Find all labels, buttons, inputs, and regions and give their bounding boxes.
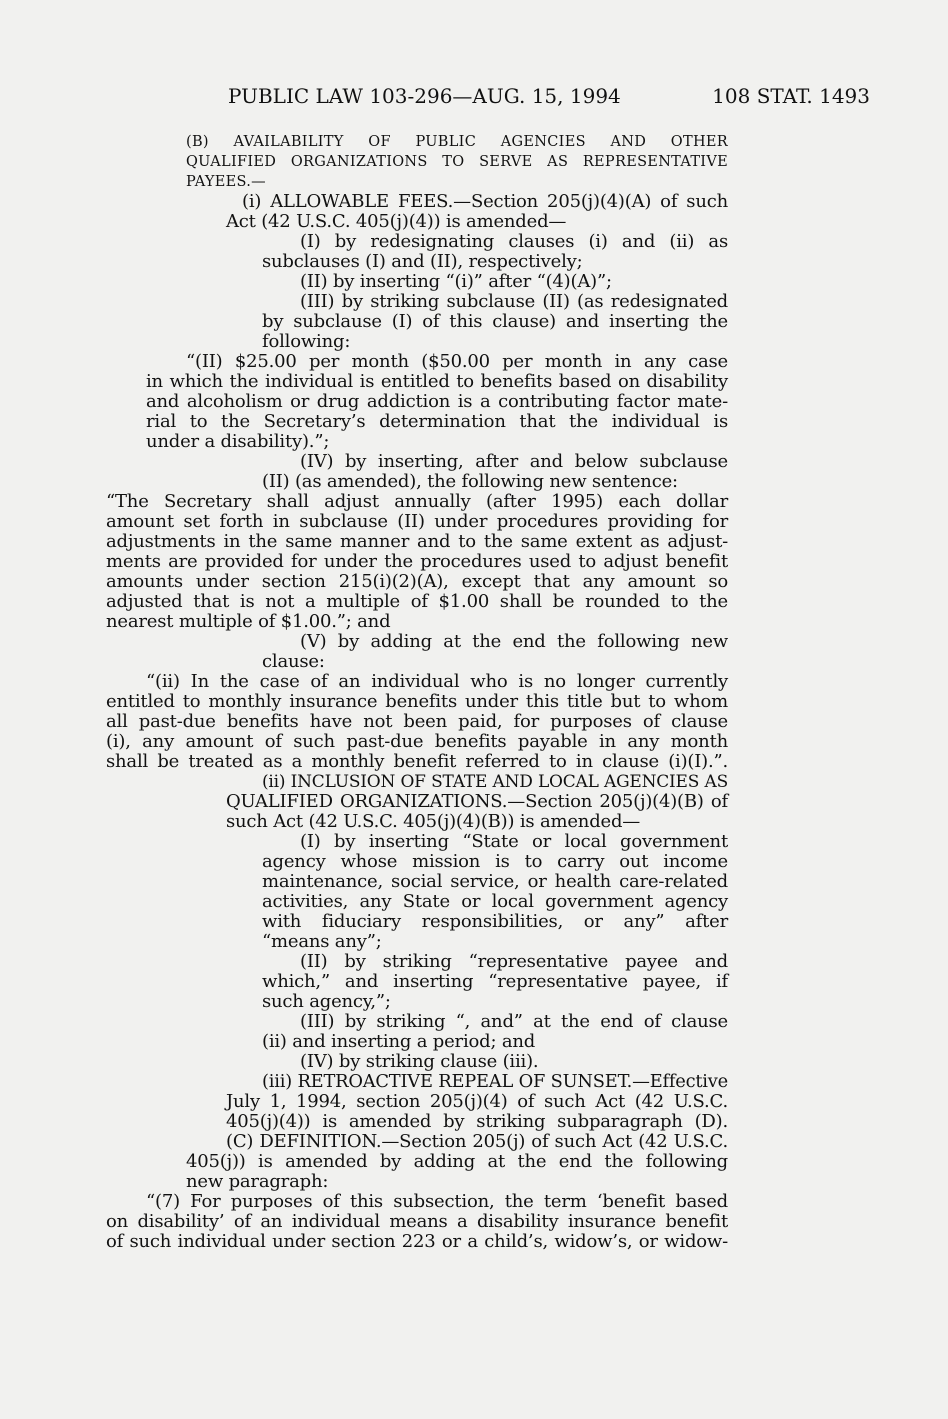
text-line: of such individual under section 223 or a child’s, widow’s, or widow- [106, 1231, 728, 1252]
text-line: (IV) by inserting, after and below subclause [300, 451, 728, 472]
text-line: such Act (42 U.S.C. 405(j)(4)(B)) is amended— [226, 811, 641, 832]
text-line: “(7) For purposes of this subsection, the term ‘benefit based [146, 1191, 728, 1212]
text-line: PAYEES.— [186, 174, 266, 190]
text-line: amount set forth in subclause (II) under procedures providing for [106, 511, 728, 532]
text-line: (III) by striking “, and” at the end of clause [300, 1011, 728, 1032]
text-line: QUALIFIED ORGANIZATIONS.—Section 205(j)(4)(B) of [226, 791, 728, 812]
text-line: “(ii) In the case of an individual who is no longer currently [146, 671, 728, 692]
text-line: (i) ALLOWABLE FEES.—Section 205(j)(4)(A) of such [242, 191, 728, 212]
text-line: “means any”; [262, 931, 382, 952]
text-line: amounts under section 215(i)(2)(A), except that any amount so [106, 571, 728, 592]
text-line: 405(j)) is amended by adding at the end the following [186, 1151, 728, 1172]
text-line: Act (42 U.S.C. 405(j)(4)) is amended— [226, 211, 567, 232]
text-line: (IV) by striking clause (iii). [300, 1051, 539, 1072]
text-line: such agency,”; [262, 991, 391, 1012]
running-header-right: 108 STAT. 1493 [712, 84, 870, 108]
text-line: and alcoholism or drug addiction is a contributing factor mate- [146, 391, 728, 412]
text-line: “The Secretary shall adjust annually (after 1995) each dollar [106, 491, 728, 512]
text-line: subclauses (I) and (II), respectively; [262, 251, 583, 272]
text-line: new paragraph: [186, 1171, 329, 1192]
text-line: in which the individual is entitled to benefits based on disability [146, 371, 728, 392]
text-line: agency whose mission is to carry out income [262, 851, 728, 872]
text-line: on disability’ of an individual means a disability insurance benefit [106, 1211, 728, 1232]
text-line: clause: [262, 651, 325, 672]
text-line: (II) (as amended), the following new sentence: [262, 471, 678, 492]
text-line: QUALIFIED ORGANIZATIONS TO SERVE AS REPRESENTATIVE [186, 154, 728, 170]
text-line: (I) by redesignating clauses (i) and (ii) as [300, 231, 728, 252]
text-line: by subclause (I) of this clause) and inserting the [262, 311, 728, 332]
text-line: July 1, 1994, section 205(j)(4) of such Act (42 U.S.C. [226, 1091, 728, 1112]
text-line: (II) by inserting “(i)” after “(4)(A)”; [300, 271, 612, 292]
text-line: under a disability).”; [146, 431, 330, 452]
text-line: (III) by striking subclause (II) (as redesignated [300, 291, 728, 312]
text-line: (iii) RETROACTIVE REPEAL OF SUNSET.—Effective [262, 1071, 728, 1092]
text-line: shall be treated as a monthly benefit referred to in clause (i)(I).”. [106, 751, 728, 772]
text-line: rial to the Secretary’s determination that the individual is [146, 411, 728, 432]
text-line: (B) AVAILABILITY OF PUBLIC AGENCIES AND OTHER [186, 134, 728, 150]
text-line: which,” and inserting “representative payee, if [262, 971, 728, 992]
text-line: adjusted that is not a multiple of $1.00 shall be rounded to the [106, 591, 728, 612]
text-line: (V) by adding at the end the following new [300, 631, 728, 652]
text-line: maintenance, social service, or health care-related [262, 871, 728, 892]
text-line: “(II) $25.00 per month ($50.00 per month in any case [186, 351, 728, 372]
running-header-left: PUBLIC LAW 103-296—AUG. 15, 1994 [228, 84, 621, 108]
text-line: all past-due benefits have not been paid, for purposes of clause [106, 711, 728, 732]
text-line: activities, any State or local government agency [262, 891, 728, 912]
text-line: with fiduciary responsibilities, or any” after [262, 911, 728, 932]
text-line: adjustments in the same manner and to the same extent as adjust- [106, 531, 728, 552]
text-line: (i), any amount of such past-due benefits payable in any month [106, 731, 728, 752]
text-line: (I) by inserting “State or local government [300, 831, 728, 852]
text-line: (II) by striking “representative payee and [300, 951, 728, 972]
text-line: (ii) and inserting a period; and [262, 1031, 536, 1052]
text-line: (ii) INCLUSION OF STATE AND LOCAL AGENCIES AS [262, 772, 728, 792]
text-line: nearest multiple of $1.00.”; and [106, 611, 391, 632]
text-line: following: [262, 331, 351, 352]
text-line: ments are provided for under the procedures used to adjust benefit [106, 551, 728, 572]
text-line: entitled to monthly insurance benefits under this title but to whom [106, 691, 728, 712]
text-line: 405(j)(4)) is amended by striking subparagraph (D). [226, 1111, 728, 1132]
text-line: (C) DEFINITION.—Section 205(j) of such Act (42 U.S.C. [226, 1131, 728, 1152]
